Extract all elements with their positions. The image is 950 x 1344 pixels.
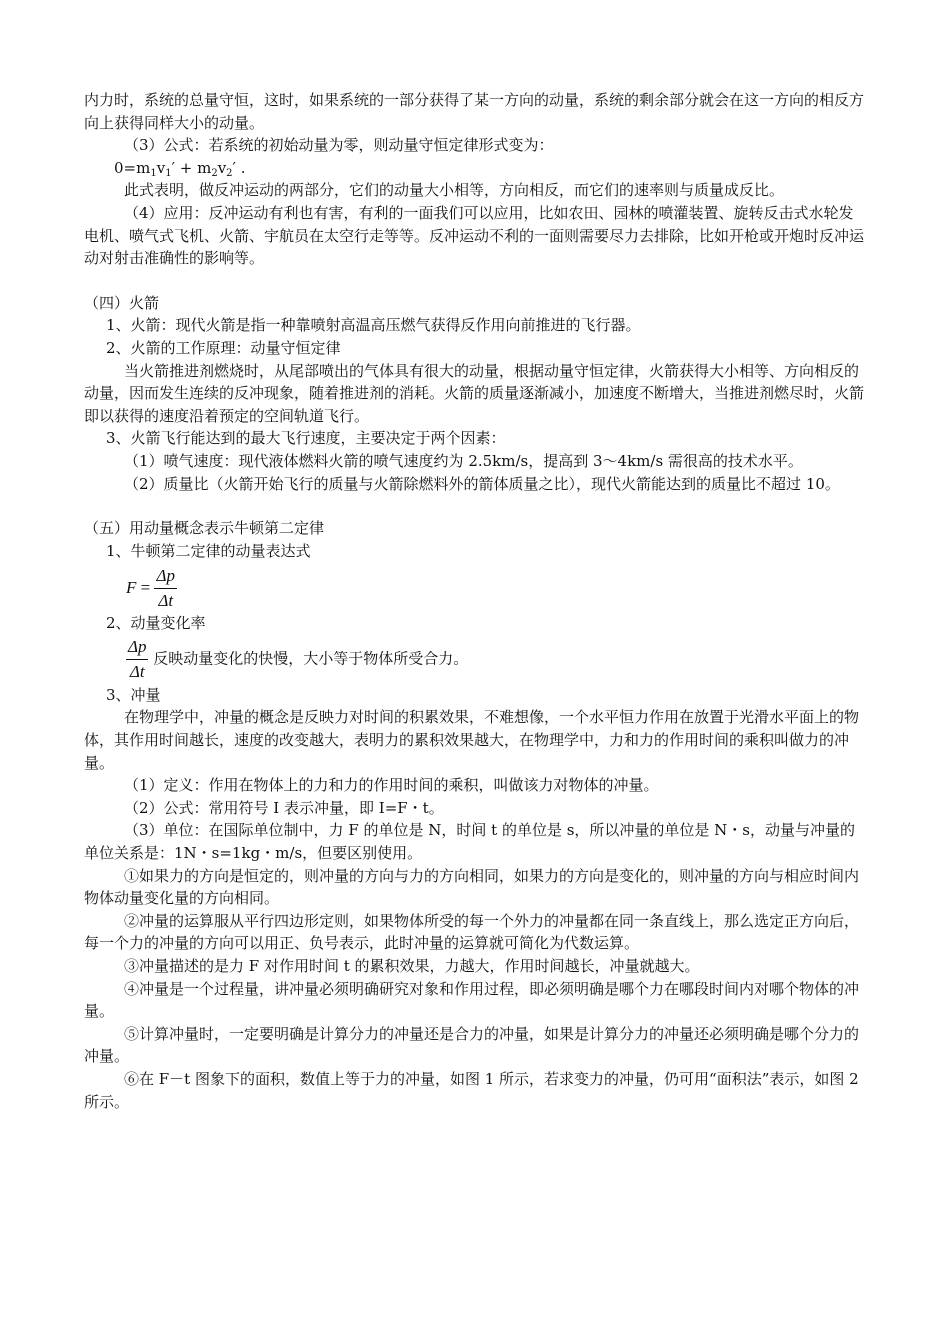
rocket-item-3: 3、火箭飞行能达到的最大飞行速度，主要决定于两个因素： <box>106 429 506 448</box>
application-paragraph: （4）应用：反冲运动有利也有害，有利的一面我们可以应用，比如农田、园林的喷灌装置、旋转反击式水轮发电机、喷气式飞机、火箭、宇航员在太空行走等等。反冲运动不利的一面则需要尽力去排除，比如开枪或开炮时反冲运动对射击准确性的影响等。 <box>84 203 865 268</box>
document-body <box>84 89 864 1113</box>
impulse-note-3: ③冲量描述的是力 F 对作用时间 t 的累积效果，力越大，作用时间越长，冲量就越大。 <box>124 957 700 975</box>
section-heading-rocket: （四）火箭 <box>84 293 160 312</box>
momentum-rate-text: 反映动量变化的快慢，大小等于物体所受合力。 <box>153 649 469 668</box>
impulse-note-5: ⑤计算冲量时，一定要明确是计算分力的冲量还是合力的冲量，如果是计算分力的冲量还必须明确是哪个分力的冲量。 <box>84 1024 860 1066</box>
impulse-note-2: ②冲量的运算服从平行四边形定则，如果物体所受的每一个外力的冲量都在同一条直线上，那么选定正方向后，每一个力的冲量的方向可以用正、负号表示，此时冲量的运算就可简化为代数运算。 <box>84 911 860 953</box>
impulse-unit: （3）单位：在国际单位制中，力 F 的单位是 N，时间 t 的单位是 s，所以冲量的单位是 N・s，动量与冲量的单位关系是：1N・s=1kg・m/s，但要区别使用。 <box>84 821 856 863</box>
formula-note: 此式表明，做反冲运动的两部分，它们的动量大小相等，方向相反，而它们的速率则与质量成反比。 <box>124 181 785 200</box>
section-heading-newton: （五）用动量概念表示牛顿第二定律 <box>84 519 325 538</box>
momentum-rate-line: $\frac{\Delta p}{\Delta t}$ 反映动量变化的快慢，大小等于物体所受合力。 <box>128 636 469 681</box>
formula-label: （3）公式：若系统的初始动量为零，则动量守恒定律形式变为： <box>124 136 554 155</box>
impulse-formula: （2）公式：常用符号 I 表示冲量，即 I=F・t。 <box>124 798 444 817</box>
newton-momentum-formula: F = $\frac{\Delta p}{\Delta t}$ <box>126 566 175 611</box>
impulse-definition: （1）定义：作用在物体上的力和力的作用时间的乘积，叫做该力对物体的冲量。 <box>124 776 659 795</box>
newton-item-1: 1、牛顿第二定律的动量表达式 <box>106 541 311 560</box>
rocket-factor-2: （2）质量比（火箭开始飞行的质量与火箭除燃料外的箭体质量之比），现代火箭能达到的质量比不超过 10。 <box>124 474 840 493</box>
impulse-note-4: ④冲量是一个过程量，讲冲量必须明确研究对象和作用过程，即必须明确是哪个力在哪段时间内对哪个物体的冲量。 <box>84 979 860 1021</box>
rocket-item-1: 1、火箭：现代火箭是指一种靠喷射高温高压燃气获得反作用向前推进的飞行器。 <box>106 316 641 335</box>
impulse-intro: 在物理学中，冲量的概念是反映力对时间的积累效果，不难想像，一个水平恒力作用在放置于光滑水平面上的物体，其作用时间越长，速度的改变越大，表明力的累积效果越大，在物理学中，力和力的作用时间的乘积叫做力的冲量。 <box>84 708 860 772</box>
intro-paragraph: 内力时，系统的总量守恒，这时，如果系统的一部分获得了某一方向的动量，系统的剩余部分就会在这一方向的相反方向上获得同样大小的动量。 <box>84 91 865 132</box>
momentum-conservation-formula: $0=m_1v_1' + m_2v_2'$ . <box>114 158 246 179</box>
newton-item-3: 3、冲量 <box>106 685 161 704</box>
newton-item-2: 2、动量变化率 <box>106 614 206 633</box>
rocket-principle-text: 当火箭推进剂燃烧时，从尾部喷出的气体具有很大的动量，根据动量守恒定律，火箭获得大小相等、方向相反的动量，因而发生连续的反冲现象，随着推进剂的消耗。火箭的质量逐渐减小，加速度不断增大，当推进剂燃尽时，火箭即以获得的速度沿着预定的空间轨道飞行。 <box>84 361 865 425</box>
rocket-item-2: 2、火箭的工作原理：动量守恒定律 <box>106 338 341 357</box>
impulse-note-1: ①如果力的方向是恒定的，则冲量的方向与力的方向相同，如果力的方向是变化的，则冲量的方向与相应时间内物体动量变化量的方向相同。 <box>84 866 860 908</box>
impulse-note-6: ⑥在 F－t 图象下的面积，数值上等于力的冲量，如图 1 所示，若求变力的冲量，仍可用“面积法”表示，如图 2 所示。 <box>84 1069 859 1111</box>
rocket-factor-1: （1）喷气速度：现代液体燃料火箭的喷气速度约为 2.5km/s，提高到 3～4km/s 需很高的技术水平。 <box>124 451 803 470</box>
